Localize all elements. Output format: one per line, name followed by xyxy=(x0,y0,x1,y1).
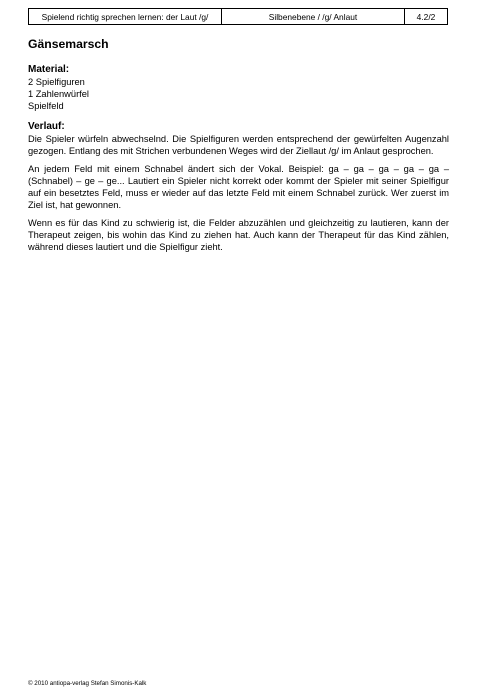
material-heading: Material: xyxy=(28,64,70,75)
verlauf-paragraph: Die Spieler würfeln abwechselnd. Die Spielfiguren werden entsprechend der gewürfelten Augenzahl gezogen. Entlang des mit Strichen verbundenen Weges wird der Ziellaut /g/ im Anlaut gesprochen. xyxy=(28,134,449,156)
material-item: Spielfeld xyxy=(28,101,64,111)
header-table xyxy=(28,8,448,25)
verlauf-heading: Verlauf: xyxy=(28,121,65,132)
material-item: 1 Zahlenwürfel xyxy=(28,89,89,99)
verlauf-paragraph: An jedem Feld mit einem Schnabel ändert sich der Vokal. Beispiel: ga – ga – ga – ga – ga – (Schnabel) – ge – ge... Lautiert ein Spieler nicht korrekt oder kommt der Spieler mit seiner Spielfigur auf ein besetztes Feld, muss er wieder auf das letzte Feld mit einem Schnabel zurück. Wer zuerst im Ziel ist, hat gewonnen. xyxy=(28,164,449,210)
verlauf-paragraph: Wenn es für das Kind zu schwierig ist, die Felder abzuzählen und gleichzeitig zu lautieren, kann der Therapeut zeigen, bis wohin das Kind zu ziehen hat. Auch kann der Therapeut für das Kind zählen, während dieses lautiert und die Spielfigur zieht. xyxy=(28,218,449,252)
verlauf-section xyxy=(28,121,449,259)
material-section xyxy=(28,64,449,112)
header-level: Silbenebene / /g/ Anlaut xyxy=(222,9,405,24)
header-course-title: Spielend richtig sprechen lernen: der Laut /g/ xyxy=(29,9,222,24)
material-item: 2 Spielfiguren xyxy=(28,77,85,87)
page-title: Gänsemarsch xyxy=(28,37,109,51)
copyright-footer: © 2010 antiopa-verlag Stefan Simonis-Kalk xyxy=(28,680,147,687)
header-page-number: 4.2/2 xyxy=(416,11,436,22)
